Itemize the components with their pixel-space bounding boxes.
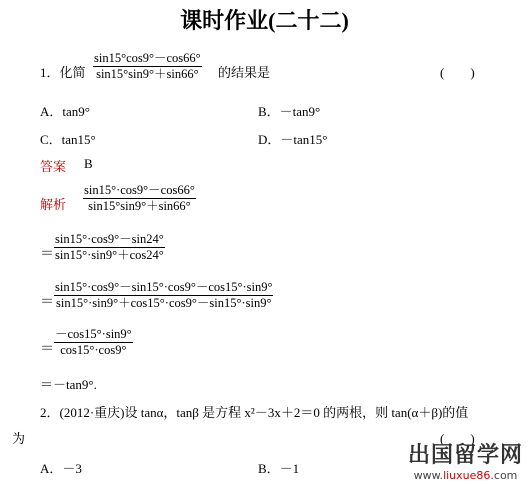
q1-prefix: 1．化简	[40, 65, 86, 80]
answer-label: 答案	[40, 159, 67, 174]
watermark-main: 出国留学网	[407, 443, 523, 468]
watermark-url-suffix: .com	[490, 469, 518, 482]
watermark-url-prefix: www.	[413, 469, 444, 482]
q1-option-a: A．tan9°	[40, 104, 90, 119]
q1-suffix: 的结果是	[218, 65, 271, 80]
step1-numerator: sin15°·cos9°－sin24°	[55, 232, 164, 246]
q1-option-d: D．－tan15°	[258, 132, 328, 147]
analysis-step1	[54, 232, 165, 263]
watermark-logo	[408, 438, 523, 482]
analysis-step3	[54, 327, 133, 358]
q1-answer-blank: ( )	[440, 65, 475, 80]
step3-denominator: cos15°·cos9°	[60, 343, 127, 357]
q2-option-b: B．－1	[258, 461, 300, 476]
q1-fraction-denominator: sin15°sin9°＋sin66°	[96, 67, 199, 81]
q2-option-a: A．－3	[40, 461, 82, 476]
watermark-url-highlight: liuxue86	[443, 469, 491, 482]
analysis-final: ＝－tan9°.	[40, 377, 97, 392]
eq-sign-1: ＝	[40, 247, 54, 262]
q1-fraction	[93, 51, 202, 82]
q2-answer-blank: ( )	[440, 431, 475, 446]
eq-sign-2: ＝	[40, 295, 54, 310]
step2-numerator: sin15°·cos9°－sin15°·cos9°－cos15°·sin9°	[55, 280, 273, 294]
watermark-url	[408, 469, 523, 482]
q2-stem-line2: 为	[12, 431, 26, 446]
step3-numerator: －cos15°·sin9°	[55, 327, 132, 341]
step0-numerator: sin15°·cos9°－cos66°	[84, 183, 195, 197]
eq-sign-3: ＝	[40, 342, 54, 357]
q1-fraction-numerator: sin15°cos9°－cos66°	[94, 51, 201, 65]
step2-denominator: sin15°·sin9°＋cos15°·cos9°－sin15°·sin9°	[56, 296, 272, 310]
answer-value: B	[84, 156, 93, 171]
q1-option-c: C．tan15°	[40, 132, 96, 147]
step1-denominator: sin15°·sin9°＋cos24°	[55, 248, 164, 262]
analysis-step2	[54, 280, 273, 311]
analysis-label: 解析	[40, 197, 67, 212]
q2-stem-line1: 2．(2012·重庆)设 tanα，tanβ 是方程 x²－3x＋2＝0 的两根，则 tan(α＋β)的值	[40, 405, 469, 420]
q1-option-b: B．－tan9°	[258, 104, 321, 119]
page-title: 课时作业(二十二)	[180, 8, 349, 33]
analysis-step0	[83, 183, 196, 214]
step0-denominator: sin15°sin9°＋sin66°	[88, 199, 191, 213]
